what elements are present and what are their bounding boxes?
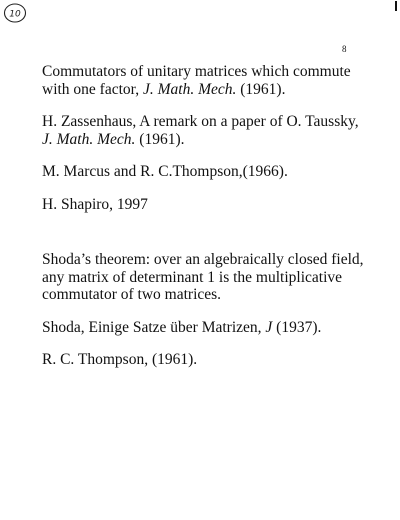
- reference-shapiro: H. Shapiro, 1997: [42, 195, 148, 213]
- page-number: 8: [342, 44, 347, 54]
- reference-marcus-thompson: M. Marcus and R. C.Thompson,(1966).: [42, 163, 288, 180]
- reference-thompson: R. C. Thompson, (1961).: [42, 351, 198, 368]
- reference-shoda: Shoda, Einige Satze über Matrizen, J (1937).: [42, 318, 322, 336]
- reference-zassenhaus: H. Zassenhaus, A remark on a paper of O. Taussky, J. Math. Mech. (1961).: [42, 113, 359, 148]
- page-edge-mark: [395, 1, 397, 11]
- page-body: [42, 63, 372, 369]
- shoda-theorem-statement: Shoda’s theorem: over an algebraically closed field, any matrix of determinant 1 is the multiplicative commutator of two matrices.: [42, 251, 364, 303]
- reference-unitary-commutators: Commutators of unitary matrices which commute with one factor, J. Math. Mech. (1961).: [42, 63, 351, 98]
- handwritten-page-annotation: [2, 1, 28, 25]
- svg-text:10: 10: [9, 9, 21, 20]
